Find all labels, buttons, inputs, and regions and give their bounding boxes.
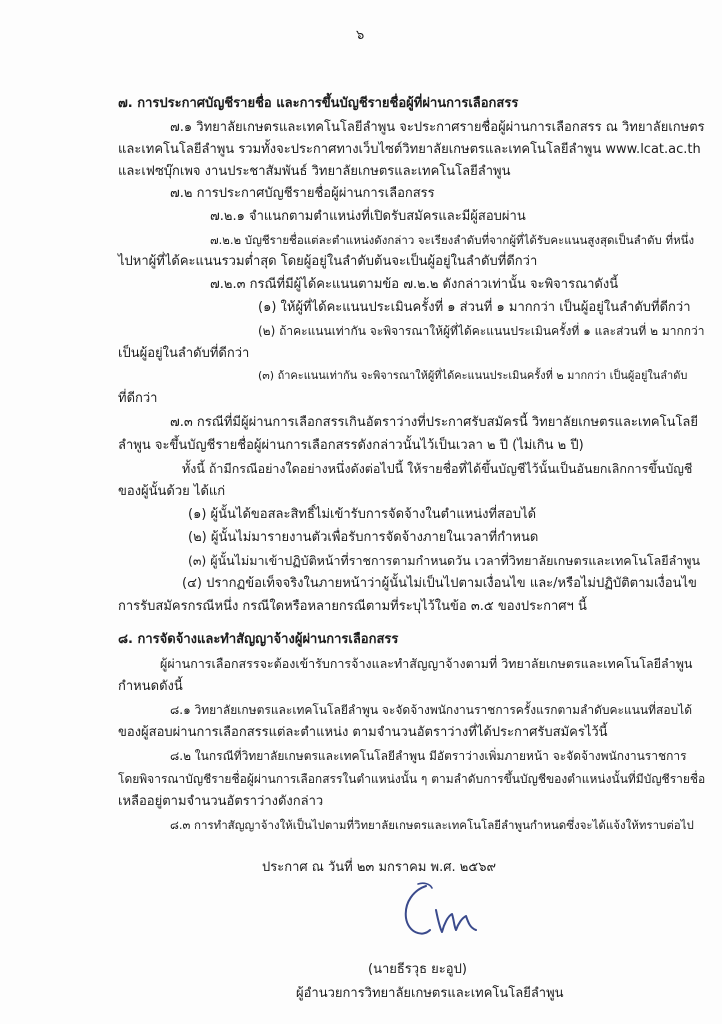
clause-8-3: ๘.๓ การทำสัญญาจ้างให้เป็นไปตามที่วิทยาลัยเกษตรและเทคโนโลยีลำพูนกำหนดซึ่งจะได้แจ้งให้ทราบต่อไป: [170, 818, 694, 832]
clause-7-3-line-4: ของผู้นั้นด้วย ได้แก่: [118, 484, 226, 499]
exclusion-1: (๑) ผู้นั้นได้ขอสละสิทธิ์ไม่เข้ารับการจัดจ้างในตำแหน่งที่สอบได้: [188, 507, 537, 522]
clause-8-2-line-1: ๘.๒ ในกรณีที่วิทยาลัยเกษตรและเทคโนโลยีลำพูน มีอัตราว่างเพิ่มภายหน้า จะจัดจ้างพนักงานราชการ: [170, 749, 687, 763]
clause-7-2-2-line-2: ไปหาผู้ที่ได้คะแนนรวมต่ำสุด โดยผู้อยู่ในลำดับต้นจะเป็นผู้อยู่ในลำดับที่ดีกว่า: [118, 254, 538, 269]
criterion-2-line-1: (๒) ถ้าคะแนนเท่ากัน จะพิจารณาให้ผู้ที่ได้คะแนนประเมินครั้งที่ ๑ และส่วนที่ ๒ มากกว่า: [258, 324, 705, 338]
section-8-intro-line-1: ผู้ผ่านการเลือกสรรจะต้องเข้ารับการจ้างและทำสัญญาจ้างตามที่ วิทยาลัยเกษตรและเทคโนโลยีลำพูน: [160, 656, 693, 671]
clause-7-3-line-2: ลำพูน จะขึ้นบัญชีรายชื่อผู้ผ่านการเลือกสรรดังกล่าวนั้นไว้เป็นเวลา ๒ ปี (ไม่เกิน ๒ ปี): [118, 438, 584, 453]
clause-7-1-line-2: และเทคโนโลยีลำพูน รวมทั้งจะประกาศทางเว็บไซต์วิทยาลัยเกษตรและเทคโนโลยีลำพูน www.lcat.ac.th: [118, 142, 701, 157]
exclusion-4-line-2: การรับสมัครกรณีหนึ่ง กรณีใดหรือหลายกรณีตามที่ระบุไว้ในข้อ ๓.๕ ของประกาศฯ นี้: [118, 599, 587, 614]
section-8-heading: ๘. การจัดจ้างและทำสัญญาจ้างผู้ผ่านการเลือกสรร: [118, 632, 399, 647]
clause-7-1-line-1: ๗.๑ วิทยาลัยเกษตรและเทคโนโลยีลำพูน จะประกาศรายชื่อผู้ผ่านการเลือกสรร ณ วิทยาลัยเกษตร: [170, 120, 705, 135]
clause-7-1-line-3: และเฟซบุ๊กเพจ งานประชาสัมพันธ์ วิทยาลัยเกษตรและเทคโนโลยีลำพูน: [118, 164, 511, 179]
signature-image: [396, 880, 486, 948]
clause-7-2-2-line-1: ๗.๒.๒ บัญชีรายชื่อแต่ละตำแหน่งดังกล่าว จะเรียงลำดับที่จากผู้ที่ได้รับคะแนนสูงสุดเป็นลำดับ ที่หนึ่ง: [210, 233, 695, 247]
criterion-1: (๑) ให้ผู้ที่ได้คะแนนประเมินครั้งที่ ๑ ส่วนที่ ๑ มากกว่า เป็นผู้อยู่ในลำดับที่ดีกว่า: [258, 300, 691, 315]
page-number: ๖: [356, 28, 365, 43]
signer-position: ผู้อำนวยการวิทยาลัยเกษตรและเทคโนโลยีลำพูน: [296, 986, 564, 1001]
clause-8-2-line-3: เหลืออยู่ตามจำนวนอัตราว่างดังกล่าว: [118, 794, 324, 809]
section-7-heading: ๗. การประกาศบัญชีรายชื่อ และการขึ้นบัญชีรายชื่อผู้ที่ผ่านการเลือกสรร: [118, 96, 519, 111]
criterion-3-line-1: (๓) ถ้าคะแนนเท่ากัน จะพิจารณาให้ผู้ที่ได้คะแนนประเมินครั้งที่ ๒ มากกว่า เป็นผู้อยู่ในลำดับ: [258, 369, 688, 382]
clause-7-3-line-1: ๗.๓ กรณีที่มีผู้ผ่านการเลือกสรรเกินอัตราว่างที่ประกาศรับสมัครนี้ วิทยาลัยเกษตรและเทคโนโลยี: [170, 415, 699, 430]
announcement-date: ประกาศ ณ วันที่ ๒๓ มกราคม พ.ศ. ๒๕๖๙: [262, 860, 496, 875]
criterion-3-line-2: ที่ดีกว่า: [118, 391, 158, 406]
signer-name: (นายธีรวุธ ยะอูป): [368, 962, 467, 977]
clause-7-2-1: ๗.๒.๑ จำแนกตามตำแหน่งที่เปิดรับสมัครและมีผู้สอบผ่าน: [210, 209, 526, 224]
clause-8-2-line-2: โดยพิจารณาบัญชีรายชื่อผู้ผ่านการเลือกสรรในตำแหน่งนั้น ๆ ตามลำดับการขึ้นบัญชีของตำแหน่งนั้นที่มีบัญชีรายชื่อ: [118, 772, 706, 786]
clause-8-1-line-1: ๘.๑ วิทยาลัยเกษตรและเทคโนโลยีลำพูน จะจัดจ้างพนักงานราชการครั้งแรกตามลำดับคะแนนที่สอบได้: [170, 703, 692, 717]
criterion-2-line-2: เป็นผู้อยู่ในลำดับที่ดีกว่า: [118, 346, 250, 361]
clause-7-2: ๗.๒ การประกาศบัญชีรายชื่อผู้ผ่านการเลือกสรร: [170, 186, 435, 201]
clause-7-3-line-3: ทั้งนี้ ถ้ามีกรณีอย่างใดอย่างหนึ่งดังต่อไปนี้ ให้รายชื่อที่ได้ขึ้นบัญชีไว้นั้นเป็นอันยกเลิกการขึ้นบัญชี: [182, 461, 693, 476]
exclusion-2: (๒) ผู้นั้นไม่มารายงานตัวเพื่อรับการจัดจ้างภายในเวลาที่กำหนด: [188, 530, 539, 545]
section-8-intro-line-2: กำหนดดังนี้: [118, 679, 183, 694]
exclusion-3: (๓) ผู้นั้นไม่มาเข้าปฏิบัติหน้าที่ราชการตามกำหนดวัน เวลาที่วิทยาลัยเกษตรและเทคโนโลยีลำพูน: [188, 553, 701, 568]
exclusion-4-line-1: (๔) ปรากฏข้อเท็จจริงในภายหน้าว่าผู้นั้นไม่เป็นไปตามเงื่อนไข และ/หรือไม่ปฏิบัติตามเงื่อนไข: [182, 576, 697, 591]
clause-8-1-line-2: ของผู้สอบผ่านการเลือกสรรแต่ละตำแหน่ง ตามจำนวนอัตราว่างที่ได้ประกาศรับสมัครไว้นี้: [118, 725, 608, 740]
clause-7-2-3: ๗.๒.๓ กรณีที่มีผู้ได้คะแนนตามข้อ ๗.๒.๒ ดังกล่าวเท่านั้น จะพิจารณาดังนี้: [210, 277, 619, 292]
